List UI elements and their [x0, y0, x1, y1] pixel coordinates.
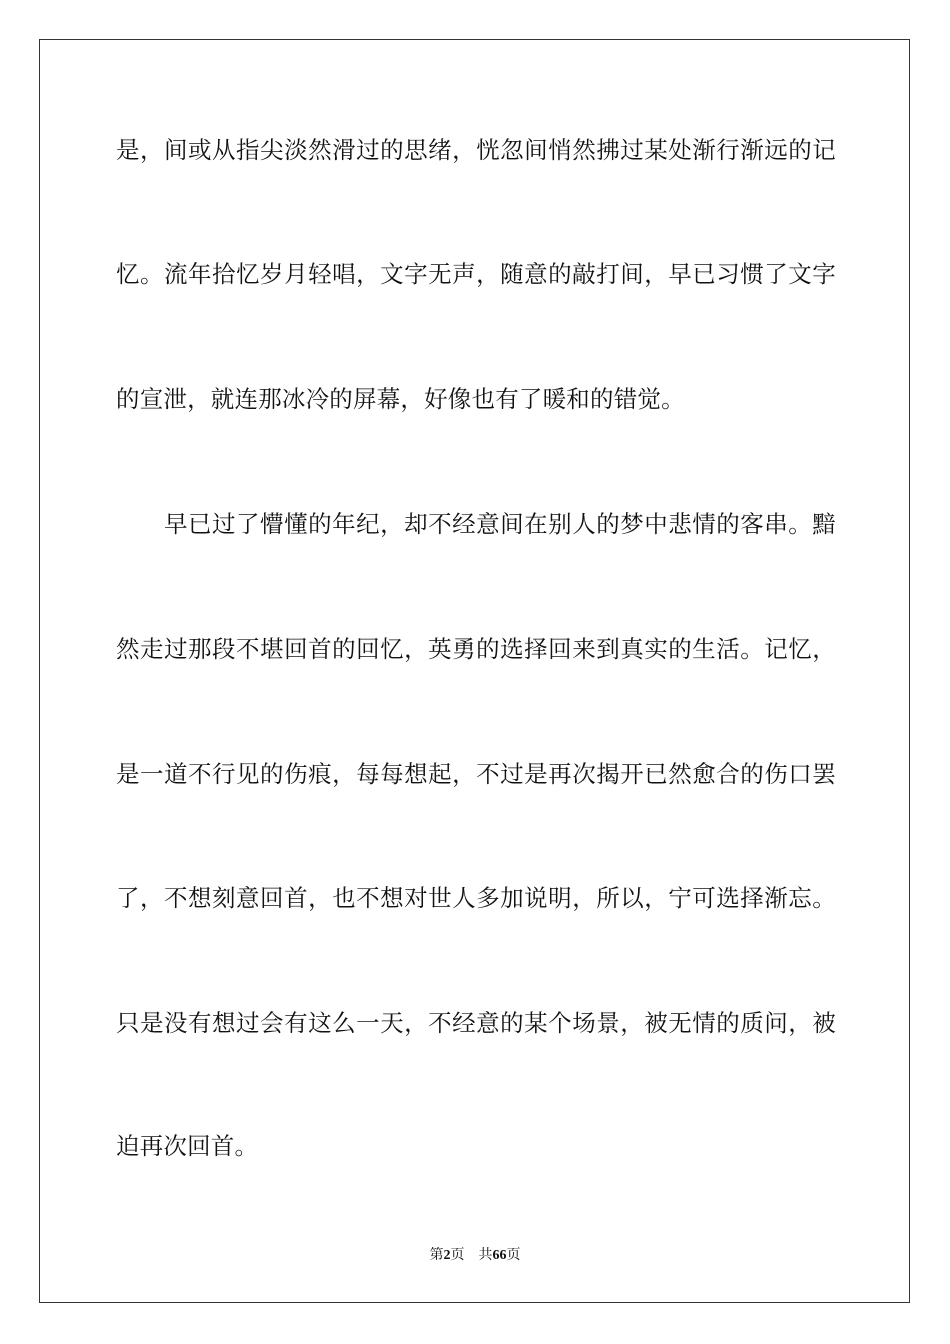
text-line-7: 了，不想刻意回首，也不想对世人多加说明，所以，宁可选择渐忘。 — [116, 884, 836, 912]
text-line-4: 早已过了懵懂的年纪，却不经意间在别人的梦中悲情的客串。黯 — [116, 510, 836, 538]
page-footer — [0, 1245, 950, 1266]
page-border — [39, 39, 910, 1303]
page-suffix: 页 — [450, 1247, 465, 1263]
text-line-9: 迫再次回首。 — [116, 1132, 259, 1160]
page-number: 2 — [443, 1248, 451, 1263]
total-pages: 66 — [492, 1248, 507, 1263]
text-line-5: 然走过那段不堪回首的回忆，英勇的选择回来到真实的生活。记忆， — [116, 635, 836, 663]
text-line-1: 是，间或从指尖淡然滑过的思绪，恍忽间悄然拂过某处渐行渐远的记 — [116, 136, 836, 164]
total-suffix: 页 — [506, 1247, 521, 1263]
text-line-6: 是一道不行见的伤痕，每每想起，不过是再次揭开已然愈合的伤口罢 — [116, 760, 836, 788]
total-prefix: 共 — [478, 1247, 493, 1263]
text-line-2: 忆。流年拾忆岁月轻唱，文字无声，随意的敲打间，早已习惯了文字 — [116, 260, 836, 288]
page-prefix: 第 — [429, 1247, 444, 1263]
text-line-8: 只是没有想过会有这么一天，不经意的某个场景，被无情的质问，被 — [116, 1009, 836, 1037]
text-line-3: 的宣泄，就连那冰冷的屏幕，好像也有了暖和的错觉。 — [116, 385, 685, 413]
